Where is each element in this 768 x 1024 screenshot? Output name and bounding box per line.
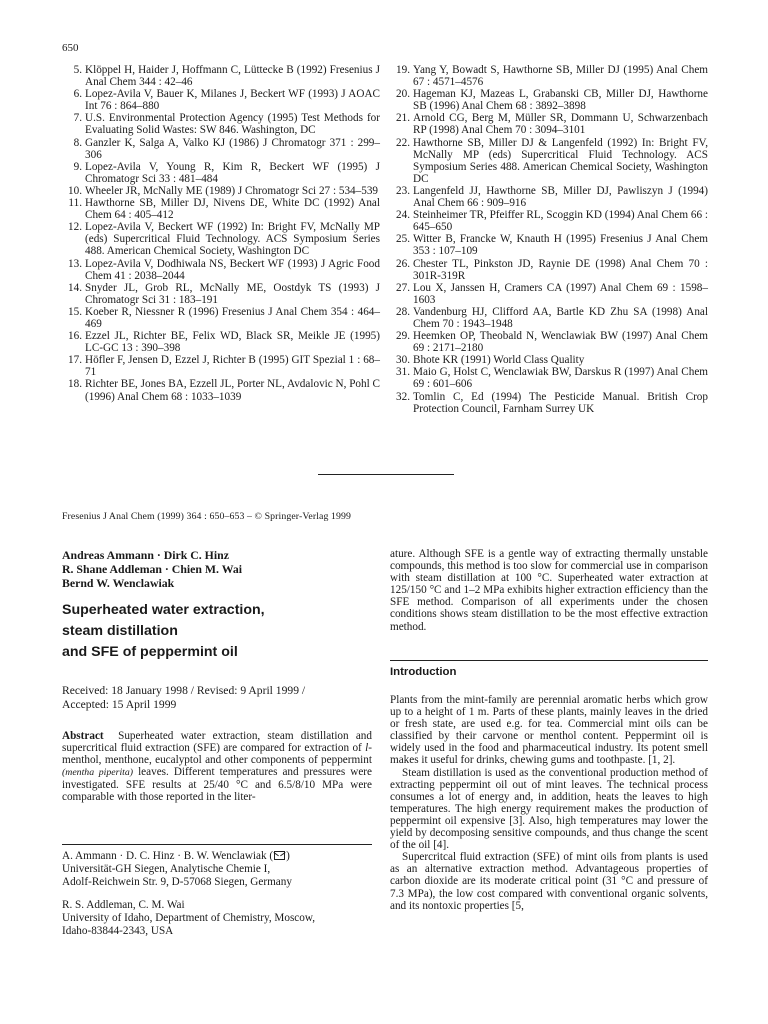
reference-text: Höfler F, Jensen D, Ezzel J, Richter B (1995) GIT Spezial 1 : 68–71 <box>85 354 380 379</box>
abstract-latin-name: (mentha piperita) <box>62 767 134 779</box>
article-title <box>62 600 372 663</box>
reference-item <box>62 330 380 354</box>
reference-text: U.S. Environmental Protection Agency (1995) Test Methods for Evaluating Solid Wastes: SW 846. Washington, DC <box>85 112 380 137</box>
reference-item <box>62 197 380 221</box>
reference-text: Ezzel JL, Richter BE, Felix WD, Black SR, Meikle JE (1995) LC-GC 13 : 390–398 <box>85 330 380 355</box>
reference-number: 21. <box>396 112 410 125</box>
reference-item <box>62 185 380 197</box>
introduction-heading: Introduction <box>390 666 457 678</box>
received-dates <box>62 684 372 711</box>
affiliation-line: University of Idaho, Department of Chemistry, Moscow, <box>62 912 316 924</box>
reference-item <box>62 161 380 185</box>
reference-item <box>390 233 708 257</box>
reference-text: Lopez-Avila V, Young R, Kim R, Beckert WF (1995) J Chromatogr Sci 33 : 481–484 <box>85 160 380 185</box>
reference-item <box>390 282 708 306</box>
references-left-column <box>62 64 380 403</box>
reference-number: 25. <box>396 233 410 246</box>
reference-text: Heemken OP, Theobald N, Wenclawiak BW (1997) Anal Chem 69 : 2171–2180 <box>413 330 708 355</box>
author-list <box>62 548 372 590</box>
affiliation-names: R. S. Addleman, C. M. Wai <box>62 899 185 911</box>
affiliations <box>62 850 372 948</box>
reference-text: Lopez-Avila V, Bauer K, Milanes J, Beckert WF (1993) J AOAC Int 76 : 864–880 <box>85 88 380 113</box>
reference-item <box>62 282 380 306</box>
reference-number: 26. <box>396 257 410 270</box>
reference-item <box>390 185 708 209</box>
reference-number: 31. <box>396 366 410 379</box>
reference-text: Lopez-Avila V, Dodhiwala NS, Beckert WF (1993) J Agric Food Chem 41 : 2038–2044 <box>85 257 380 282</box>
affiliation-rule <box>62 844 372 845</box>
reference-text: Richter BE, Jones BA, Ezzell JL, Porter NL, Avdalovic N, Pohl C (1996) Anal Chem 68 : 1033–1039 <box>85 378 380 403</box>
received-line: Accepted: 15 April 1999 <box>62 697 177 711</box>
reference-item <box>390 306 708 330</box>
affiliation-block <box>62 899 372 938</box>
introduction-paragraph: Plants from the mint-family are perennial aromatic herbs which grow up to a height of 1 m. Parts of these plants, mainly leaves in the dried or fresh state, are used e.g. for tea. Commercial mint oils can be classified by their carvone or menthol content. Peppermint oil is widely used in the food and pharmaceutical industry. Its potent smell makes it useful for drinks, chewing gums and toothpaste. [1, 2]. <box>390 694 708 767</box>
affiliation-line: Adolf-Reichwein Str. 9, D-57068 Siegen, Germany <box>62 876 292 888</box>
reference-text: Wheeler JR, McNally ME (1989) J Chromatogr Sci 27 : 534–539 <box>85 184 379 197</box>
reference-item <box>62 64 380 88</box>
reference-text: Lou X, Janssen H, Cramers CA (1997) Anal Chem 69 : 1598–1603 <box>413 281 708 306</box>
introduction-paragraph: Steam distillation is used as the conventional production method of extracting peppermint oil out of mint leaves. The technical process consumes a lot of energy and, in addition, heats the leaves to high temperatures. The high energy requirement makes the production of peppermint oil expensive [3]. Also, high temperatures may lower the yield by decomposing sensitive compounds, and thus change the scent of the oil [4]. <box>390 766 708 852</box>
reference-number: 29. <box>396 330 410 343</box>
reference-item <box>62 354 380 378</box>
author-line: Andreas Ammann · Dirk C. Hinz <box>62 548 229 562</box>
mail-icon <box>274 851 285 860</box>
reference-number: 30. <box>396 354 410 367</box>
reference-number: 7. <box>73 112 82 125</box>
reference-number: 17. <box>68 354 82 367</box>
reference-text: Snyder JL, Grob RL, McNally ME, Oostdyk TS (1993) J Chromatogr Sci 31 : 183–191 <box>85 281 380 306</box>
reference-item <box>390 330 708 354</box>
reference-text: Hageman KJ, Mazeas L, Grabanski CB, Miller DJ, Hawthorne SB (1996) Anal Chem 68 : 3892–3898 <box>413 88 708 113</box>
reference-number: 9. <box>73 160 82 173</box>
reference-item <box>390 391 708 415</box>
reference-number: 32. <box>396 390 410 403</box>
reference-number: 12. <box>68 221 82 234</box>
title-line: steam distillation <box>62 623 178 639</box>
reference-number: 18. <box>68 378 82 391</box>
reference-number: 14. <box>68 281 82 294</box>
reference-text: Koeber R, Niessner R (1996) Fresenius J Anal Chem 354 : 464–469 <box>85 305 380 330</box>
reference-item <box>390 64 708 88</box>
abstract-continuation: ature. Although SFE is a gentle way of extracting thermally unstable compounds, this method is too slow for commercial use in comparison with steam distillation at 100 °C. Superheated water extraction at 125/150 °C and 1–2 MPa exhibits higher extraction efficiency than the SFE method. Comparison of all experiments under the chosen conditions shows steam distillation to be the most effective extraction method. <box>390 548 708 633</box>
reference-item <box>62 221 380 257</box>
reference-text: Hawthorne SB, Miller DJ, Nivens DE, White DC (1992) Anal Chem 64 : 405–412 <box>85 197 380 222</box>
reference-number: 19. <box>396 64 410 76</box>
abstract-part: Superheated water extraction, steam distillation and supercritical fluid extraction (SFE) are compared for extraction of <box>62 730 372 755</box>
reference-text: Witter B, Francke W, Knauth H (1995) Fresenius J Anal Chem 353 : 107–109 <box>413 233 708 258</box>
reference-item <box>390 366 708 390</box>
reference-text: Arnold CG, Berg M, Müller SR, Dommann U, Schwarzenbach RP (1998) Anal Chem 70 : 3094–3101 <box>413 112 708 137</box>
journal-citation-line: Fresenius J Anal Chem (1999) 364 : 650–653 – © Springer-Verlag 1999 <box>62 511 352 522</box>
reference-text: Ganzler K, Salga A, Valko KJ (1986) J Chromatogr 371 : 299–306 <box>85 136 380 161</box>
received-line: Received: 18 January 1998 / Revised: 9 April 1999 / <box>62 684 306 697</box>
affiliation-line: Idaho-83844-2343, USA <box>62 925 174 937</box>
affiliation-line: Universität-GH Siegen, Analytische Chemie I, <box>62 863 271 875</box>
reference-number: 13. <box>68 257 82 270</box>
reference-item <box>390 112 708 136</box>
reference-text: Klöppel H, Haider J, Hoffmann C, Lüttecke B (1992) Fresenius J Anal Chem 344 : 42–46 <box>85 64 380 89</box>
reference-text: Tomlin C, Ed (1994) The Pesticide Manual. British Crop Protection Council, Farnham Surrey UK <box>413 390 708 415</box>
reference-item <box>62 137 380 161</box>
reference-item <box>390 354 708 366</box>
reference-text: Bhote KR (1991) World Class Quality <box>413 354 585 367</box>
abstract-text <box>62 730 372 804</box>
reference-item <box>390 209 708 233</box>
reference-text: Steinheimer TR, Pfeiffer RL, Scoggin KD (1994) Anal Chem 66 : 645–650 <box>413 209 708 234</box>
title-line: and SFE of peppermint oil <box>62 644 238 660</box>
reference-number: 6. <box>73 88 82 101</box>
reference-number: 24. <box>396 209 410 222</box>
title-line: Superheated water extraction, <box>62 602 265 618</box>
affiliation-names: A. Ammann · D. C. Hinz · B. W. Wenclawiak ( ) <box>62 850 290 862</box>
reference-number: 11. <box>68 197 82 210</box>
reference-number: 16. <box>68 330 82 343</box>
abstract-italic-l: l <box>365 742 369 755</box>
reference-number: 10. <box>68 184 82 197</box>
reference-number: 20. <box>396 88 410 101</box>
abstract-label: Abstract <box>62 730 104 742</box>
introduction-paragraph: Supercritcal fluid extraction (SFE) of mint oils from plants is used as an alternative extraction method. Advantageous properties of carbon dioxide are its moderate critical point (31 °C and pressure of 7.3 MPa), the low cost compared with conventional organic solvents, and its nontoxic properties [5, <box>390 851 708 912</box>
reference-item <box>62 112 380 136</box>
reference-item <box>62 88 380 112</box>
page-number: 650 <box>62 42 79 54</box>
introduction-body <box>390 694 708 912</box>
reference-number: 23. <box>396 184 410 197</box>
reference-number: 28. <box>396 305 410 318</box>
reference-text: Langenfeld JJ, Hawthorne SB, Miller DJ, Pawliszyn J (1994) Anal Chem 66 : 909–916 <box>413 184 708 210</box>
reference-item <box>62 258 380 282</box>
reference-number: 22. <box>396 136 410 149</box>
author-line: Bernd W. Wenclawiak <box>62 576 175 590</box>
reference-number: 27. <box>396 281 410 294</box>
introduction-rule <box>390 660 708 661</box>
reference-item <box>390 88 708 112</box>
reference-text: Vandenburg HJ, Clifford AA, Bartle KD Zhu SA (1998) Anal Chem 70 : 1943–1948 <box>413 305 708 330</box>
section-separator <box>318 474 454 475</box>
abstract-part: leaves. Different temperatures and pressures were investigated. SFE results at 25/40 °C and 6.5/8/10 MPa were comparable with those reported in the liter- <box>62 766 372 804</box>
abstract-part: -menthol, menthone, eucalyptol and other components of peppermint <box>62 742 372 767</box>
author-line: R. Shane Addleman · Chien M. Wai <box>62 562 243 576</box>
reference-number: 8. <box>73 136 82 149</box>
reference-number: 5. <box>73 64 82 76</box>
reference-item <box>62 306 380 330</box>
reference-item <box>390 137 708 185</box>
references-right-column <box>390 64 708 415</box>
reference-text: Yang Y, Bowadt S, Hawthorne SB, Miller DJ (1995) Anal Chem 67 : 4571–4576 <box>413 64 708 89</box>
reference-text: Hawthorne SB, Miller DJ & Langenfeld (1992) In: Bright FV, McNally MP (eds) Supercritical Fluid Technology. ACS Symposium Series 488. American Chemical Society, Washington DC <box>413 136 708 185</box>
reference-item <box>390 258 708 282</box>
reference-text: Lopez-Avila V, Beckert WF (1992) In: Bright FV, McNally MP (eds) Supercritical Fluid Technology. ACS Symposium Series 488. American Chemical Society, Washington DC <box>85 221 380 258</box>
reference-text: Maio G, Holst C, Wenclawiak BW, Darskus R (1997) Anal Chem 69 : 601–606 <box>413 366 708 391</box>
reference-text: Chester TL, Pinkston JD, Raynie DE (1998) Anal Chem 70 : 301R-319R <box>413 257 708 282</box>
reference-item <box>62 378 380 402</box>
reference-number: 15. <box>68 305 82 318</box>
affiliation-block <box>62 850 372 889</box>
